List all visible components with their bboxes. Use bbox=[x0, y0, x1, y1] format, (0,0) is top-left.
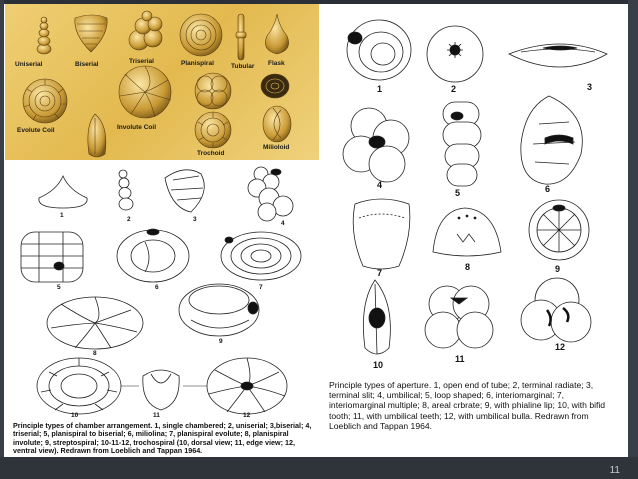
aperture-8-drawing bbox=[433, 208, 501, 256]
chamber-11-drawing bbox=[143, 370, 179, 410]
aperture-3-drawing bbox=[509, 44, 607, 67]
chamber-number-1: 1 bbox=[60, 212, 64, 219]
uniserial-label: Uniserial bbox=[15, 61, 43, 68]
aperture-4-drawing bbox=[343, 108, 409, 182]
evolute-coil-label: Evolute Coil bbox=[17, 127, 55, 134]
aperture-number-8: 8 bbox=[465, 262, 471, 272]
slide-number: 11 bbox=[609, 465, 620, 476]
aperture-9-drawing bbox=[529, 200, 589, 260]
biserial-label: Biserial bbox=[75, 61, 99, 68]
aperture-number-4: 4 bbox=[377, 180, 383, 190]
chamber-number-10: 10 bbox=[71, 412, 79, 419]
aperture-number-2: 2 bbox=[451, 84, 457, 94]
aperture-5-drawing bbox=[443, 102, 481, 186]
milioloid-shell bbox=[263, 106, 291, 142]
aperture-number-6: 6 bbox=[545, 184, 551, 194]
chamber-number-3: 3 bbox=[193, 216, 197, 223]
aperture-number-7: 7 bbox=[377, 268, 383, 278]
flask-label: Flask bbox=[268, 60, 285, 67]
aperture-7-drawing bbox=[353, 199, 410, 269]
biserial-shell bbox=[75, 15, 107, 52]
aperture-number-10: 10 bbox=[373, 360, 384, 370]
tubular-label: Tubular bbox=[231, 63, 255, 70]
chamber-1-drawing bbox=[39, 176, 87, 208]
involute-coil-label: Involute Coil bbox=[117, 124, 156, 131]
chamber-10-drawing bbox=[37, 358, 121, 414]
aperture-2-drawing bbox=[427, 26, 483, 82]
tubular-shell bbox=[236, 14, 246, 60]
planispiral-label: Planispiral bbox=[181, 60, 214, 67]
aperture-number-5: 5 bbox=[455, 188, 461, 198]
milioloid-label: Milioloid bbox=[263, 144, 290, 151]
chamber-5-drawing bbox=[21, 232, 83, 282]
triserial-label: Triserial bbox=[129, 58, 154, 65]
aperture-10-drawing bbox=[363, 280, 390, 354]
aperture-1-drawing bbox=[347, 20, 411, 80]
chamber-number-9: 9 bbox=[219, 338, 223, 345]
aperture-number-9: 9 bbox=[555, 264, 561, 274]
planispiral-shell bbox=[180, 14, 222, 56]
chamber-arrangement-figure bbox=[5, 160, 319, 457]
slide-footer-bar bbox=[0, 457, 638, 479]
trochoid-shell bbox=[195, 112, 231, 148]
chamber-7-drawing bbox=[221, 232, 301, 280]
aperture-types-caption: Principle types of aperture. 1, open end of tube; 2, terminal radiate; 3, terminal slit; 4, umbilical; 5, loop shaped; 6, interiomarginal; 7, interiomarginal multiple; 8, areal crbrate; 9, with phialine lip; 10, with bifid tooth; 11, with umbilical teeth; 12, with umbilical bulla. Redrawn from Loeblich and Tappan 1964. bbox=[329, 380, 606, 431]
aperture-12-drawing bbox=[521, 278, 591, 342]
evolute-coil-shell bbox=[23, 79, 67, 123]
aperture-number-1: 1 bbox=[377, 84, 383, 94]
chamber-3-drawing bbox=[165, 170, 204, 212]
chamber-9-drawing bbox=[179, 284, 259, 336]
chamber-number-12: 12 bbox=[243, 412, 251, 419]
trochospiral-shell-top bbox=[195, 73, 231, 109]
chamber-arrangement-caption: Principle types of chamber arrangement. 1, single chambered; 2, uniserial; 3,biserial; 4, triserial; 5, planispiral to biserial; 6, miliolina; 7, planispiral evolute; 8, planispiral involute; 9, streptospiral; 10-11-12, trochospiral (10, dorsal view; 11, edge view; 12, ventral view). Redrawn from Loeblich and Tappan 1964. bbox=[13, 421, 312, 455]
uniserial-shell bbox=[37, 17, 51, 54]
aperture-11-drawing bbox=[425, 286, 493, 348]
chamber-4-drawing bbox=[248, 167, 293, 221]
aperture-types-figure bbox=[319, 4, 628, 457]
involute-coil-shell bbox=[119, 66, 171, 118]
chamber-number-8: 8 bbox=[93, 350, 97, 357]
chamber-number-4: 4 bbox=[281, 220, 285, 227]
aperture-number-12: 12 bbox=[555, 342, 566, 352]
aperture-6-drawing bbox=[521, 96, 582, 184]
chamber-2-drawing bbox=[119, 170, 133, 210]
chamber-12-drawing bbox=[207, 358, 287, 414]
chamber-number-11: 11 bbox=[153, 412, 160, 419]
trochoid-label: Trochoid bbox=[197, 150, 225, 157]
flask-shell bbox=[265, 14, 288, 54]
chamber-8-drawing bbox=[47, 297, 143, 349]
right-frame-bar bbox=[628, 0, 638, 479]
chamber-6-drawing bbox=[117, 229, 189, 282]
chamber-number-6: 6 bbox=[155, 284, 159, 291]
chamber-shapes-illustration bbox=[5, 4, 320, 161]
aperture-number-11: 11 bbox=[455, 354, 465, 364]
biconvex-shell bbox=[88, 114, 106, 157]
chamber-number-7: 7 bbox=[259, 284, 263, 291]
triserial-shell bbox=[129, 11, 162, 50]
chamber-number-2: 2 bbox=[127, 216, 131, 223]
chamber-number-5: 5 bbox=[57, 284, 61, 291]
left-frame-bar bbox=[0, 0, 4, 479]
milioloid-shell-dark bbox=[261, 74, 289, 98]
aperture-number-3: 3 bbox=[587, 82, 593, 92]
